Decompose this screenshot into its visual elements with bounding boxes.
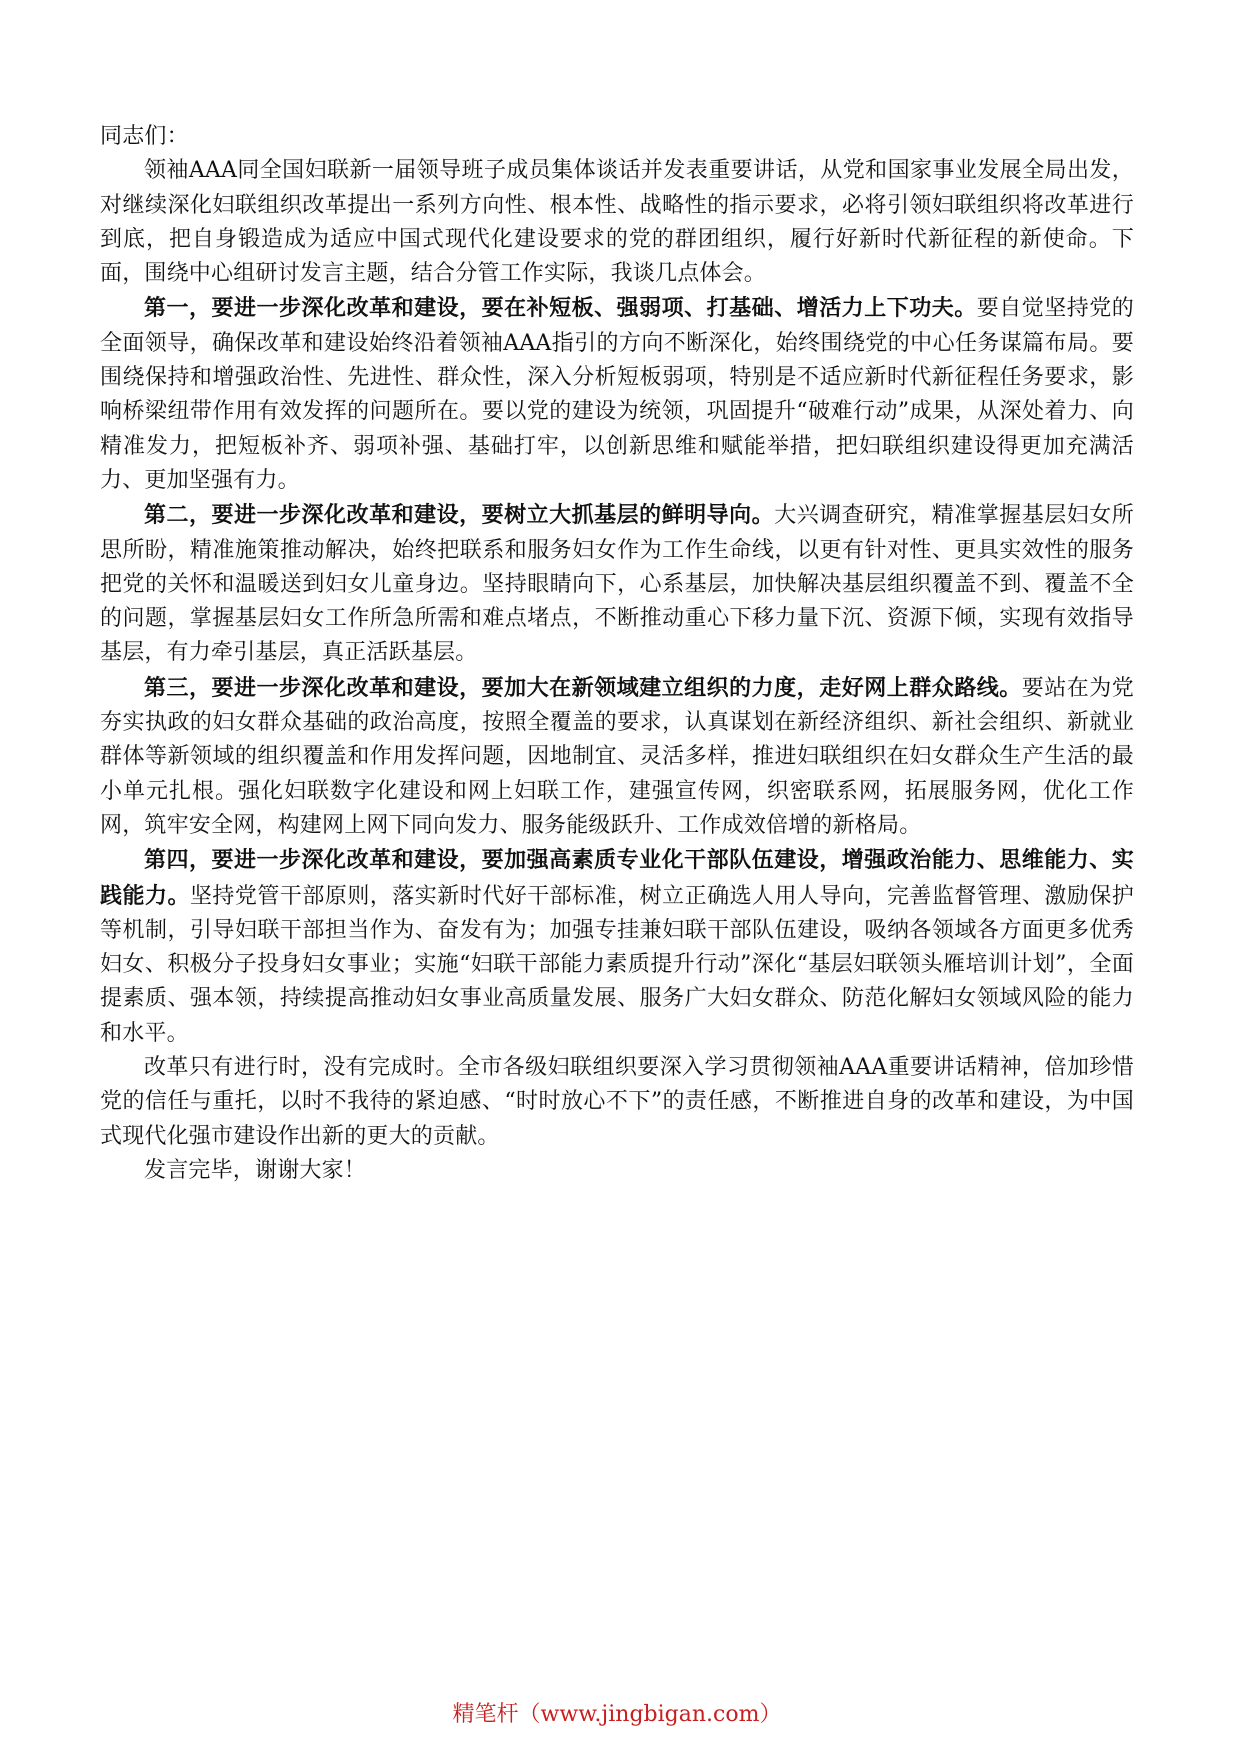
point-body-4: 坚持党管干部原则，落实新时代好干部标准，树立正确选人用人导向，完善监督管理、激励保护等机制，引导妇联干部担当作为、奋发有为；加强专挂兼妇联干部队伍建设，吸纳各领域各方面更多优秀妇女、积极分子投身妇女事业；实施“妇联干部能力素质提升行动”深化“基层妇联领头雁培训计划”，全面提素质、强本领，持续提高推动妇女事业高质量发展、服务广大妇女群众、防范化解妇女领域风险的能力和水平。 [100,883,1134,1046]
document-body [100,120,1134,1188]
intro-paragraph: 领袖AAA同全国妇联新一届领导班子成员集体谈话并发表重要讲话，从党和国家事业发展全局出发，对继续深化妇联组织改革提出一系列方向性、根本性、战略性的指示要求，必将引领妇联组织将改革进行到底，把自身锻造成为适应中国式现代化建设要求的党的群团组织，履行好新时代新征程的新使命。下面，围绕中心组研讨发言主题，结合分管工作实际，我谈几点体会。 [100,158,1134,287]
point-lead-3: 第三，要进一步深化改革和建设，要加大在新领域建立组织的力度，走好网上群众路线。 [144,674,1022,701]
point-body-1: 要自觉坚持党的全面领导，确保改革和建设始终沿着领袖AAA指引的方向不断深化，始终围绕党的中心任务谋篇布局。要围绕保持和增强政治性、先进性、群众性，深入分析短板弱项，特别是不适应新时代新征程任务要求，影响桥梁纽带作用有效发挥的问题所在。要以党的建设为统领，巩固提升“破难行动”成果，从深处着力、向精准发力，把短板补齐、弱项补强、基础打牢，以创新思维和赋能举措，把妇联组织建设得更加充满活力、更加坚强有力。 [100,296,1134,493]
point-lead-4: 第四，要进一步深化改革和建设，要加强高素质专业化干部队伍建设，增强政治能力、思维能力、实践能力。 [100,847,1134,909]
point-paragraph-3 [100,671,1134,843]
point-paragraph-2 [100,498,1134,670]
point-paragraph-1 [100,291,1134,498]
point-lead-2: 第二，要进一步深化改革和建设，要树立大抓基层的鲜明导向。 [144,502,775,529]
point-paragraph-4 [100,843,1134,1051]
point-lead-1: 第一，要进一步深化改革和建设，要在补短板、强弱项、打基础、增活力上下功夫。 [144,295,977,322]
conclusion-paragraph: 改革只有进行时，没有完成时。全市各级妇联组织要深入学习贯彻领袖AAA重要讲话精神，倍加珍惜党的信任与重托，以时不我待的紧迫感、“时时放心不下”的责任感，不断推进自身的改革和建设，为中国式现代化强市建设作出新的更大的贡献。 [100,1055,1134,1149]
footer-watermark: 精笔杆（www.jingbigan.com） [452,1702,782,1727]
closing-line: 发言完毕，谢谢大家！ [144,1157,367,1183]
salutation: 同志们： [100,124,189,149]
point-body-2: 大兴调查研究，精准掌握基层妇女所思所盼，精准施策推动解决，始终把联系和服务妇女作为工作生命线，以更有针对性、更具实效性的服务把党的关怀和温暖送到妇女儿童身边。坚持眼睛向下，心系基层，加快解决基层组织覆盖不到、覆盖不全的问题，掌握基层妇女工作所急所需和难点堵点，不断推动重心下移力量下沉、资源下倾，实现有效指导基层，有力牵引基层，真正活跃基层。 [100,503,1135,666]
point-body-3: 要站在为党夯实执政的妇女群众基础的政治高度，按照全覆盖的要求，认真谋划在新经济组织、新社会组织、新就业群体等新领域的组织覆盖和作用发挥问题，因地制宜、灵活多样，推进妇联组织在妇女群众生产生活的最小单元扎根。强化妇联数字化建设和网上妇联工作，建强宣传网，织密联系网，拓展服务网，优化工作网，筑牢安全网，构建网上网下同向发力、服务能级跃升、工作成效倍增的新格局。 [100,675,1134,838]
